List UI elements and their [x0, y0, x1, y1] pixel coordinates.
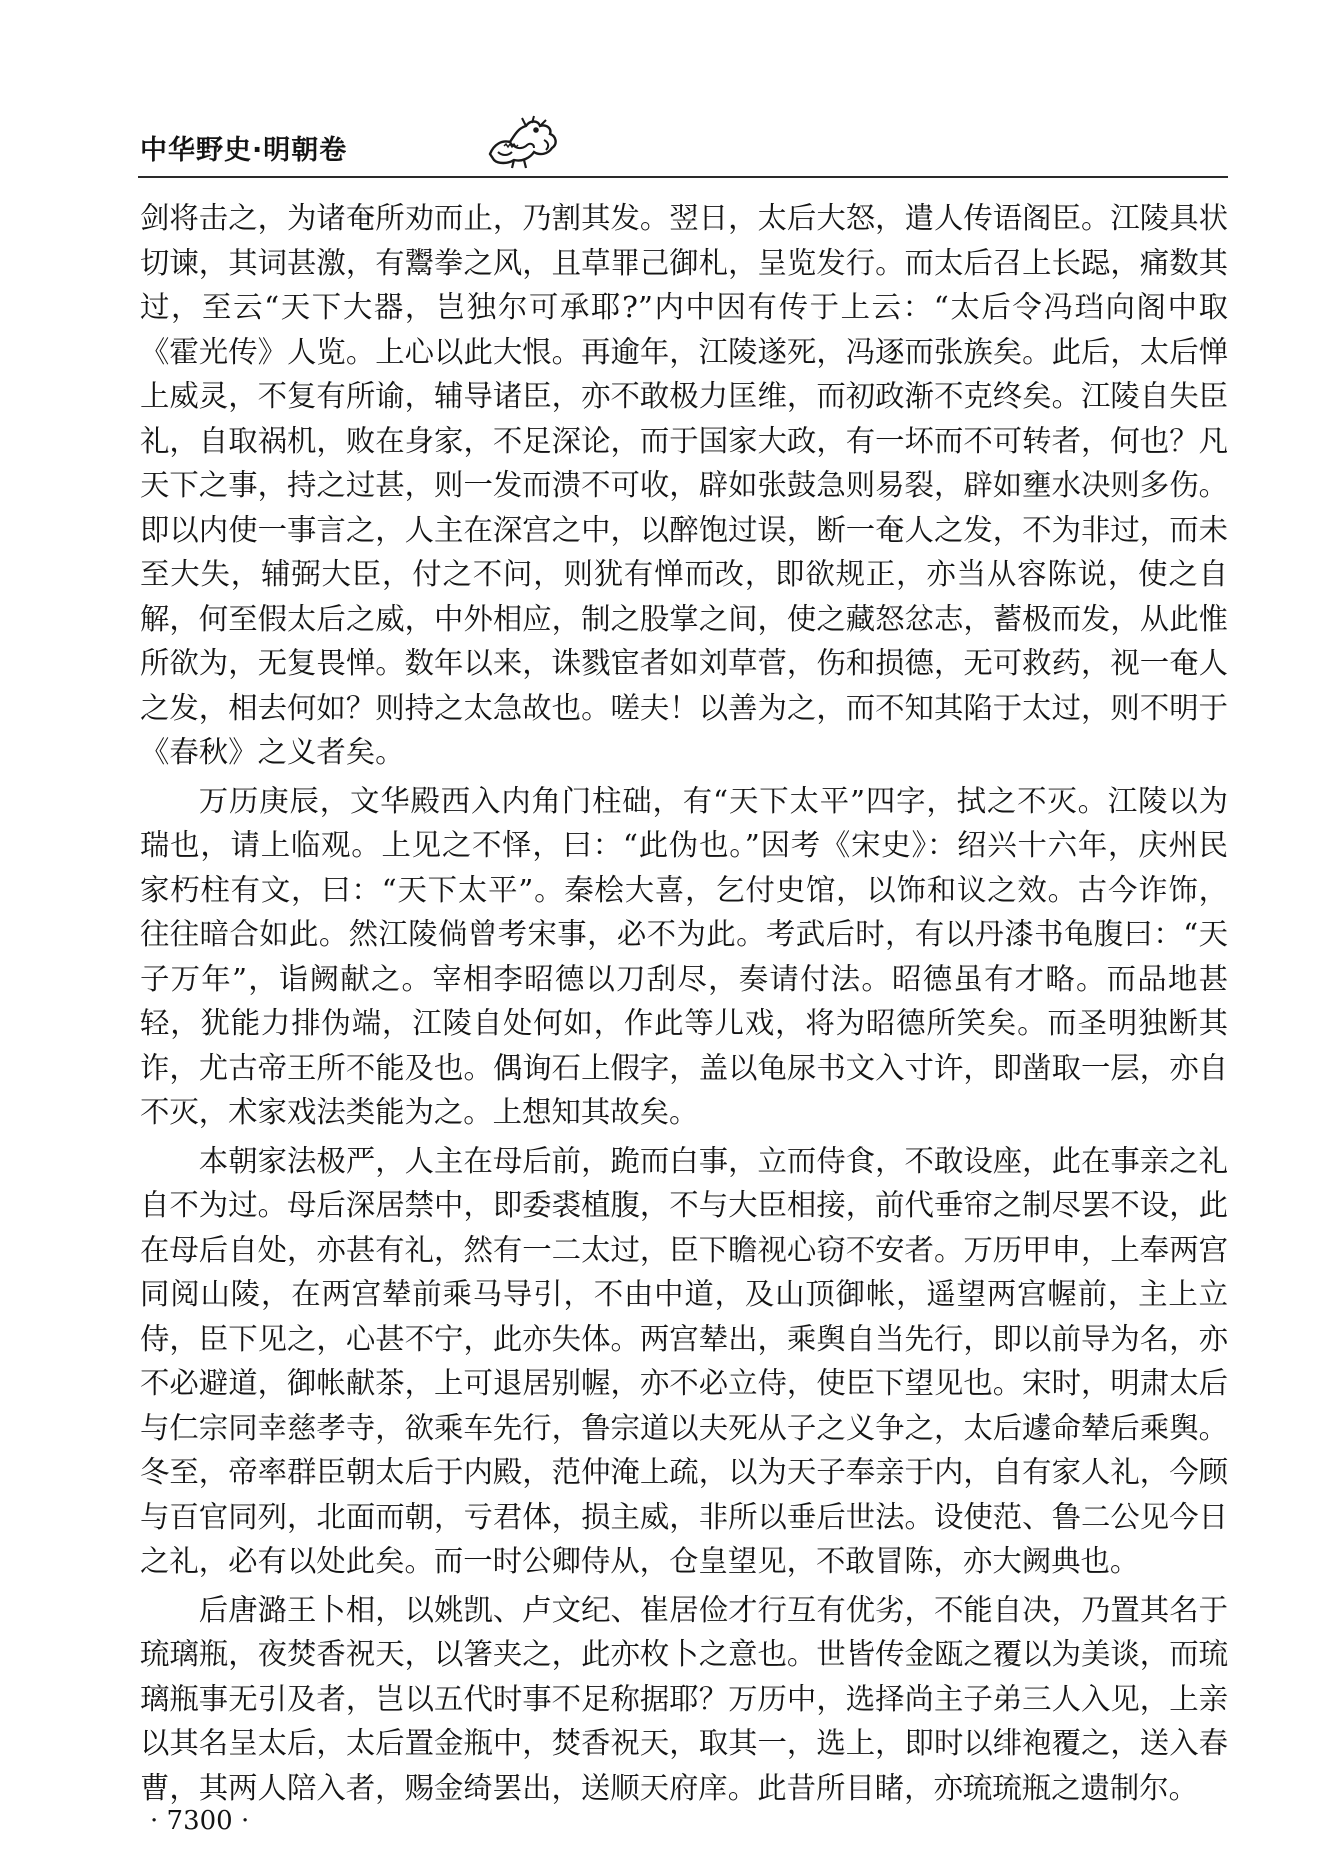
body-text [140, 196, 1228, 1814]
paragraph-continued: 剑将击之，为诸奄所劝而止，乃割其发。翌日，太后大怒，遣人传语阁臣。江陵具状切谏，其词甚激，有鬻拳之风，且草罪己御札，呈览发行。而太后召上长跽，痛数其过，至云“天下大器，岂独尔可承耶?”内中因有传于上云：“太后令冯珰向阁中取《霍光传》人览。上心以此大恨。再逾年，江陵遂死，冯逐而张族矣。此后，太后惮上威灵，不复有所谕，辅导诸臣，亦不敢极力匡维，而初政渐不克终矣。江陵自失臣礼，自取祸机，败在身家，不足深论，而于国家大政，有一坏而不可转者，何也？凡天下之事，持之过甚，则一发而溃不可收，辟如张鼓急则易裂，辟如壅水决则多伤。即以内使一事言之，人主在深宫之中，以醉饱过误，断一奄人之发，不为非过，而未至大失，辅弼大臣，付之不问，则犹有惮而改，即欲规正，亦当从容陈说，使之自解，何至假太后之威，中外相应，制之股掌之间，使之藏怒忿志，蓄极而发，从此惟所欲为，无复畏惮。数年以来，诛戮宦者如刘草菅，伤和损德，无可救药，视一奄人之发，相去何如？则持之太急故也。嗟夫！以善为之，而不知其陷于太过，则不明于《春秋》之义者矣。 [140, 201, 1228, 769]
dragon-ornament-icon [484, 114, 562, 170]
paragraph: 本朝家法极严，人主在母后前，跪而白事，立而侍食，不敢设座，此在事亲之礼自不为过。母后深居禁中，即委裘植腹，不与大臣相接，前代垂帘之制尽罢不设，此在母后自处，亦甚有礼，然有一二太过，臣下瞻视心窃不安者。万历甲申，上奉两宫同阅山陵，在两宫辇前乘马导引，不由中道，及山顶御帐，遥望两宫幄前，主上立侍，臣下见之，心甚不宁，此亦失体。两宫辇出，乘舆自当先行，即以前导为名，亦不必避道，御帐献茶，上可退居别幄，亦不必立侍，使臣下望见也。宋时，明肃太后与仁宗同幸慈孝寺，欲乘车先行，鲁宗道以夫死从子之义争之，太后遽命辇后乘舆。冬至，帝率群臣朝太后于内殿，范仲淹上疏，以为天子奉亲于内，自有家人礼，今顾与百官同列，北面而朝，亏君体，损主威，非所以垂后世法。设使范、鲁二公见今日之礼，必有以处此矣。而一时公卿侍从，仓皇望见，不敢冒陈，亦大阙典也。 [140, 1143, 1228, 1578]
page-number: · 7300 · [150, 1806, 250, 1836]
paragraph: 后唐潞王卜相，以姚凯、卢文纪、崔居俭才行互有优劣，不能自决，乃置其名于琉璃瓶，夜焚香祝天，以箸夹之，此亦枚卜之意也。世皆传金瓯之覆以为美谈，而琉璃瓶事无引及者，岂以五代时事不足称据耶？万历中，选择尚主子弟三人入见，上亲以其名呈太后，太后置金瓶中，焚香祝天，取其一，选上，即时以绯袍覆之，送入春曹，其两人陪入者，赐金绮罢出，送顺天府庠。此昔所目睹，亦琉琉瓶之遗制尔。 [140, 1592, 1228, 1805]
header-rule [138, 176, 1228, 178]
paragraph: 万历庚辰，文华殿西入内角门柱础，有“天下太平”四字，拭之不灭。江陵以为瑞也，请上临观。上见之不怿，曰：“此伪也。”因考《宋史》：绍兴十六年，庆州民家朽柱有文，曰：“天下太平”。秦桧大喜，乞付史馆，以饰和议之效。古今诈饰，往往暗合如此。然江陵倘曾考宋事，必不为此。考武后时，有以丹漆书龟腹曰：“天子万年”，诣阙献之。宰相李昭德以刀刮尽，奏请付法。昭德虽有才略。而品地甚轻，犹能力排伪端，江陵自处何如，作此等儿戏，将为昭德所笑矣。而圣明独断其诈，尤古帝王所不能及也。偶询石上假字，盖以龟尿书文入寸许，即凿取一层，亦自不灭，术家戏法类能为之。上想知其故矣。 [140, 783, 1228, 1129]
running-head: 中华野史·明朝卷 [140, 135, 348, 166]
